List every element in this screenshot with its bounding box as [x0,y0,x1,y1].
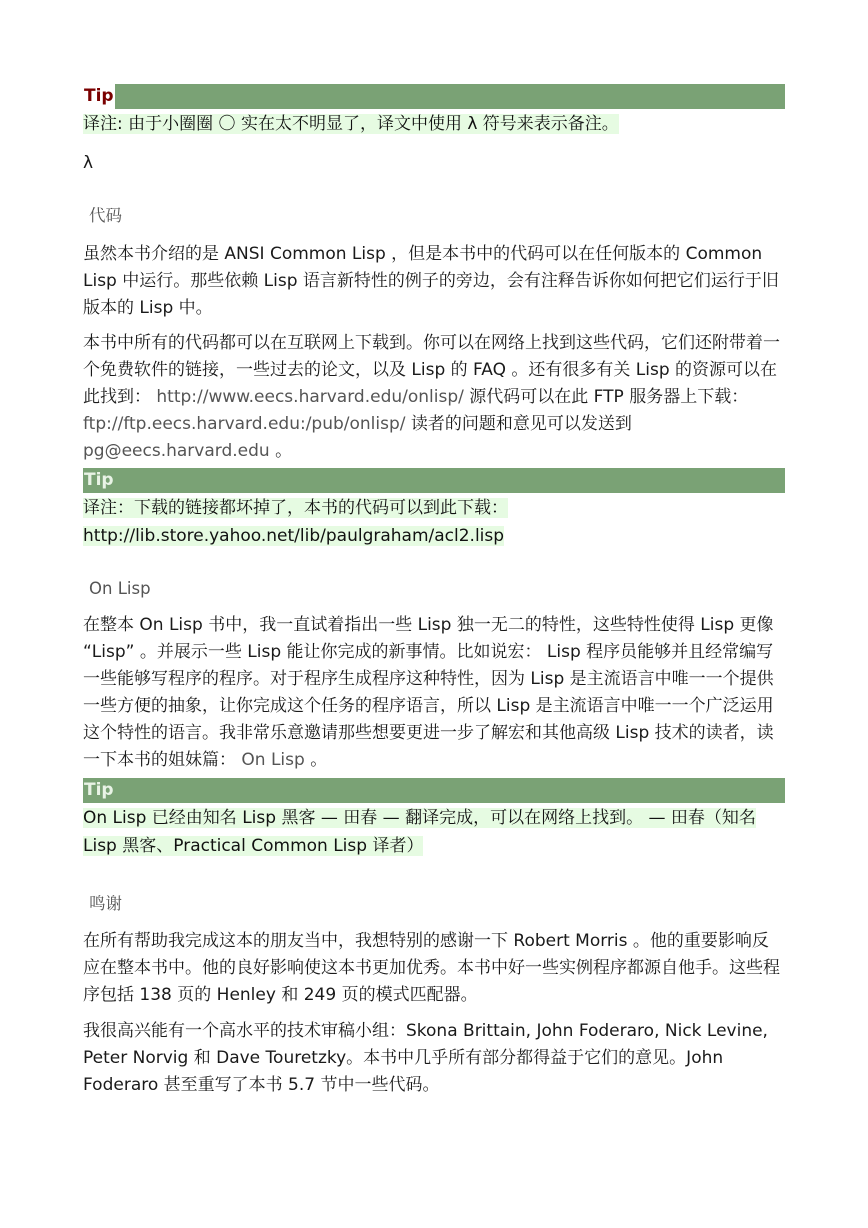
tip-note-text: Lisp 黑客、Practical Common Lisp 译者） [83,836,424,856]
onlisp-book-link[interactable]: On Lisp [241,750,305,770]
tip-label: Tip [84,470,114,490]
tip-note [83,804,785,860]
paragraph-text: 在整本 On Lisp 书中，我一直试着指出一些 Lisp 独一无二的特性，这些特性使得 Lisp 更像 “Lisp” 。并展示一些 Lisp 能让你完成的新事情。比如说宏： Lisp 程序员能够并且经常编写一些能够写程序的程序。对于程序生成程序这种特性，因为 Lisp 是主流语言中唯一一个提供一些方便的抽象，让你完成这个任务的程序语言，所以 Lisp 是主流语言中唯一一个广泛运用这个特性的语言。我非常乐意邀请那些想要更进一步了解宏和其他高级 Lisp 技术的读者，读一下本书的姐妹篇： [83,615,774,770]
paragraph [83,612,785,774]
tip-note-text: 译注：下载的链接都坏掉了，本书的代码可以到此下载： [83,498,508,518]
tip-note [83,110,785,138]
download-url-text: http://lib.store.yahoo.net/lib/paulgraham/acl2.lisp [83,526,505,546]
section-title-code: 代码 [89,206,122,225]
tip-header [83,468,785,493]
paragraph-text: 。 [275,441,293,461]
lambda-symbol: λ [83,153,94,173]
tip-note-text: 译注: 由于小圈圈 〇 实在太不明显了，译文中使用 λ 符号来表示备注。 [83,114,619,134]
section-title-onlisp: On Lisp [89,579,151,598]
onlisp-url-link[interactable]: http://www.eecs.harvard.edu/onlisp/ [156,387,464,407]
paragraph-text: 读者的问题和意见可以发送到 [410,414,632,434]
tip-note-text: On Lisp 已经由知名 Lisp 黑客 — 田春 — 翻译完成，可以在网络上找到。 — 田春（知名 [83,808,756,828]
ftp-url-link[interactable]: ftp://ftp.eecs.harvard.edu:/pub/onlisp/ [83,414,406,434]
document-page [83,84,785,1099]
tip-header [83,778,785,803]
paragraph-text: 。 [310,750,328,770]
paragraph-text: 源代码可以在此 FTP 服务器上下载： [469,387,749,407]
paragraph: 在所有帮助我完成这本的朋友当中，我想特别的感谢一下 Robert Morris 。他的重要影响反应在整本书中。他的良好影响使这本书更加优秀。本书中好一些实例程序都源自他手。这些程序包括 138 页的 Henley 和 249 页的模式匹配器。 [83,931,780,1005]
paragraph-text: 本书中所有的代码都可以在互联网上下载到。你可以在网络上找到这些代码，它们还附带着一个免费软件的链接，一些过去的论文，以及 Lisp 的 FAQ 。还有很多有关 Lisp 的资源可以在此找到： [83,333,780,407]
tip-label: Tip [84,780,114,800]
paragraph [83,330,785,465]
paragraph: 我很高兴能有一个高水平的技术审稿小组：Skona Brittain, John Foderaro, Nick Levine, Peter Norvig 和 Dave Touretzky。本书中几乎所有部分都得益于它们的意见。John Foderaro 甚至重写了本书 5.7 节中一些代码。 [83,1021,768,1095]
tip-note [83,494,785,550]
email-link[interactable]: pg@eecs.harvard.edu [83,441,270,461]
section-title-thanks: 鸣谢 [89,894,122,913]
tip-label: Tip [83,84,115,109]
paragraph: 虽然本书介绍的是 ANSI Common Lisp ，但是本书中的代码可以在任何版本的 Common Lisp 中运行。那些依赖 Lisp 语言新特性的例子的旁边，会有注释告诉你如何把它们运行于旧版本的 Lisp 中。 [83,244,779,318]
tip-header [83,84,785,109]
